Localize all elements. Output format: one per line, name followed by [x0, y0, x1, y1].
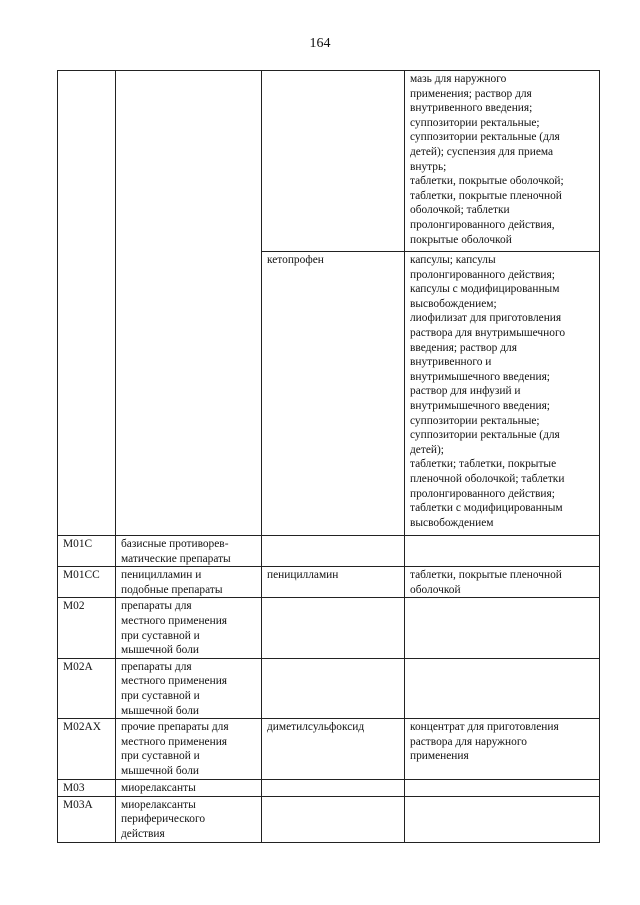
substance-cell	[262, 796, 405, 842]
table-row	[58, 780, 600, 797]
substance-cell: пеницилламин	[262, 567, 405, 598]
table-row	[58, 796, 600, 842]
substance-cell	[262, 598, 405, 658]
table-row	[58, 658, 600, 718]
group-cell: препараты для местного применения при суставной и мышечной боли	[116, 658, 262, 718]
substance-cell	[262, 658, 405, 718]
atc-code-cell: М02	[58, 598, 116, 658]
group-cell: прочие препараты для местного применения при суставной и мышечной боли	[116, 719, 262, 780]
atc-code-cell: М01С	[58, 536, 116, 567]
dosage-forms-cell: капсулы; капсулы пролонгированного действия; капсулы с модифицированным высвобождением; лиофилизат для приготовления раствора для внутримышечного введения; раствор для внутривенного и внутримышечного введения; раствор для инфузий и внутримышечного введения; суппозитории ректальные; суппозитории ректальные (для детей); таблетки; таблетки, покрытые пленочной оболочкой; таблетки пролонгированного действия; таблетки с модифицированным высвобождением	[405, 252, 600, 536]
substance-cell	[262, 780, 405, 797]
group-cell: базисные противорев- матические препараты	[116, 536, 262, 567]
table-row	[58, 567, 600, 598]
group-cell: миорелаксанты	[116, 780, 262, 797]
atc-code-cell: М03	[58, 780, 116, 797]
group-cell: миорелаксанты периферического действия	[116, 796, 262, 842]
substance-cell	[262, 536, 405, 567]
table-row	[58, 598, 600, 658]
group-cell: пеницилламин и подобные препараты	[116, 567, 262, 598]
page-number: 164	[309, 36, 331, 51]
dosage-forms-cell	[405, 780, 600, 797]
table-row	[58, 719, 600, 780]
dosage-forms-cell: мазь для наружного применения; раствор для внутривенного введения; суппозитории ректальные; суппозитории ректальные (для детей); суспензия для приема внутрь; таблетки, покрытые оболочкой; таблетки, покрытые пленочной оболочкой; таблетки пролонгированного действия, покрытые оболочкой	[405, 71, 600, 252]
substance-cell: кетопрофен	[262, 252, 405, 536]
atc-code-cell: М01СС	[58, 567, 116, 598]
atc-code-cell: М02АХ	[58, 719, 116, 780]
table-row	[58, 71, 600, 252]
dosage-forms-cell	[405, 796, 600, 842]
dosage-forms-cell: таблетки, покрытые пленочной оболочкой	[405, 567, 600, 598]
substance-cell: диметилсульфоксид	[262, 719, 405, 780]
table-row	[58, 536, 600, 567]
group-cell: препараты для местного применения при суставной и мышечной боли	[116, 598, 262, 658]
dosage-forms-cell	[405, 658, 600, 718]
dosage-forms-cell	[405, 536, 600, 567]
atc-code-cell: М02А	[58, 658, 116, 718]
group-cell	[116, 71, 262, 536]
substance-cell	[262, 71, 405, 252]
dosage-forms-cell	[405, 598, 600, 658]
dosage-forms-cell: концентрат для приготовления раствора для наружного применения	[405, 719, 600, 780]
atc-code-cell	[58, 71, 116, 536]
atc-code-cell: М03А	[58, 796, 116, 842]
drug-table	[57, 70, 600, 843]
